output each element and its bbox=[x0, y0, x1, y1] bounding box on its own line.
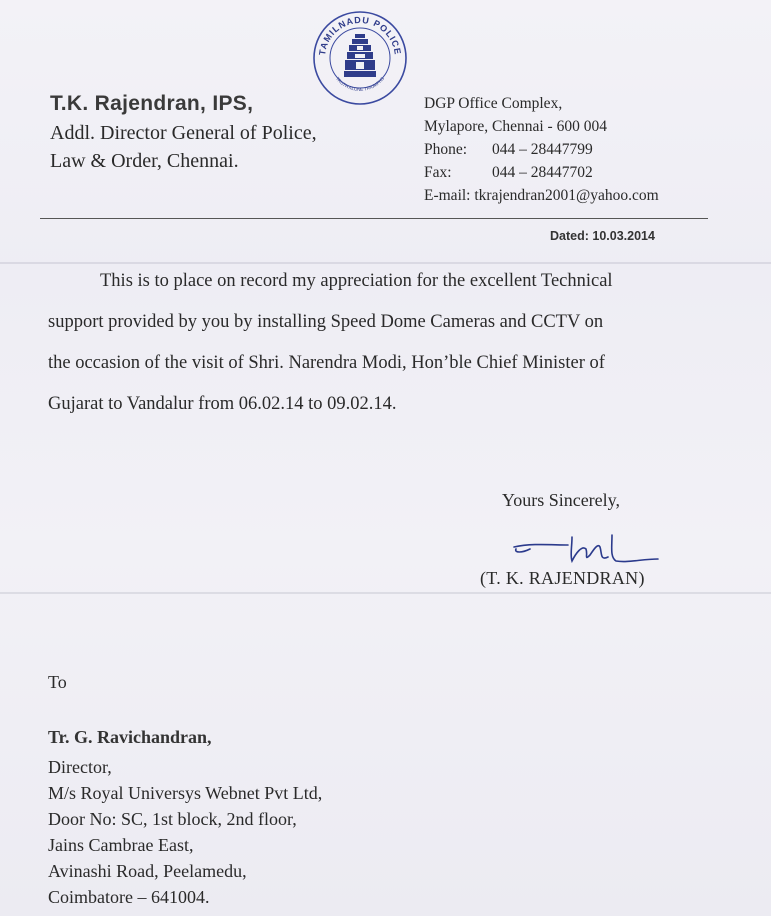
recipient-line: Door No: SC, 1st block, 2nd floor, bbox=[48, 809, 297, 829]
recipient-line: Director, bbox=[48, 757, 112, 777]
recipient-line: Jains Cambrae East, bbox=[48, 835, 194, 855]
header-divider bbox=[40, 218, 708, 219]
phone-value: 044 – 28447799 bbox=[492, 141, 593, 158]
recipient-line: Avinashi Road, Peelamedu, bbox=[48, 861, 247, 881]
paper-fold-line bbox=[0, 262, 771, 264]
body-line: Gujarat to Vandalur from 06.02.14 to 09.02.14. bbox=[48, 394, 397, 414]
recipient-name: Tr. G. Ravichandran, bbox=[48, 727, 212, 747]
body-line: support provided by you by installing Speed Dome Cameras and CCTV on bbox=[48, 312, 604, 332]
contact-block bbox=[424, 92, 659, 207]
signature-icon bbox=[512, 533, 662, 573]
email-value: tkrajendran2001@yahoo.com bbox=[474, 187, 659, 204]
address-line: DGP Office Complex, bbox=[424, 95, 563, 112]
fax-label: Fax: bbox=[424, 164, 452, 181]
recipient-line: Coimbatore – 641004. bbox=[48, 887, 210, 907]
to-label: To bbox=[48, 672, 67, 692]
fax-value: 044 – 28447702 bbox=[492, 164, 593, 181]
tamilnadu-police-emblem-icon bbox=[311, 8, 409, 108]
email-row bbox=[424, 184, 659, 207]
body-line: This is to place on record my appreciation for the excellent Technical bbox=[100, 271, 613, 291]
emblem-top-text: TAMILNADU POLICE bbox=[317, 14, 403, 56]
svg-text:TRUTH ALONE TRIUMPHS bbox=[335, 76, 385, 92]
sender-name: T.K. Rajendran, IPS, bbox=[50, 92, 254, 115]
closing-salutation: Yours Sincerely, bbox=[502, 490, 621, 510]
phone-row bbox=[424, 138, 659, 161]
fax-row bbox=[424, 161, 659, 184]
address-line: Mylapore, Chennai - 600 004 bbox=[424, 118, 607, 135]
email-label: E-mail: bbox=[424, 187, 471, 204]
phone-label: Phone: bbox=[424, 141, 468, 158]
sender-block bbox=[50, 92, 317, 172]
sender-unit: Law & Order, Chennai. bbox=[50, 150, 239, 172]
recipient-block bbox=[48, 724, 322, 910]
paper-fold-line bbox=[0, 592, 771, 594]
letter-body bbox=[48, 266, 708, 430]
signer-name: (T. K. RAJENDRAN) bbox=[480, 568, 645, 588]
sender-designation: Addl. Director General of Police, bbox=[50, 122, 317, 144]
body-line: the occasion of the visit of Shri. Narendra Modi, Hon’ble Chief Minister of bbox=[48, 353, 605, 373]
emblem-motto: TRUTH ALONE TRIUMPHS bbox=[334, 76, 386, 92]
letter-date: Dated: 10.03.2014 bbox=[550, 229, 655, 243]
recipient-line: M/s Royal Universys Webnet Pvt Ltd, bbox=[48, 783, 323, 803]
